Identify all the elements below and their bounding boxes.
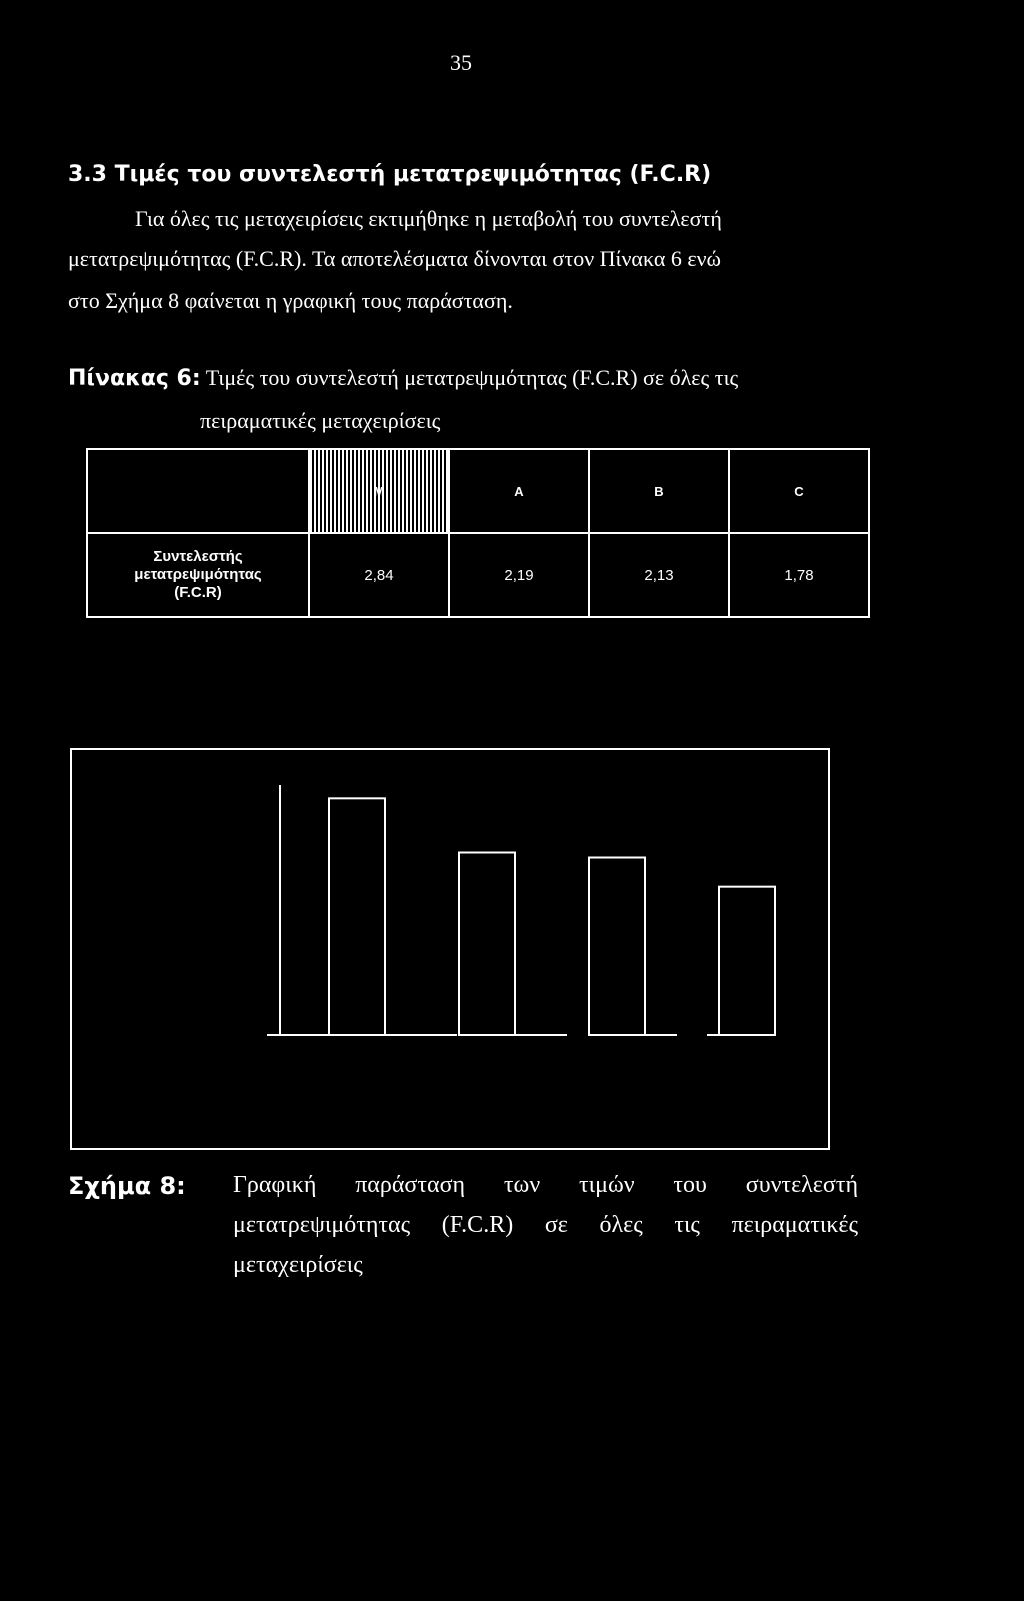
- table-caption: [68, 365, 738, 391]
- figure-caption-line-2: μετατρεψιμότητας (F.C.R) σε όλες τις πειραματικές: [233, 1212, 858, 1238]
- bar-chart: [72, 750, 828, 1148]
- table-value-cell: 2,19: [449, 533, 589, 617]
- figure-caption-line-3: μεταχειρίσεις: [233, 1252, 363, 1278]
- figure-caption-label: Σχήμα 8:: [68, 1172, 186, 1200]
- row-label-line: (F.C.R): [174, 584, 222, 601]
- paragraph-line-1: Για όλες τις μεταχειρίσεις εκτιμήθηκε η μεταβολή του συντελεστή: [135, 206, 722, 231]
- bar-A: [459, 853, 515, 1036]
- table-row: [87, 533, 869, 617]
- row-label-line: Συντελεστής: [153, 548, 243, 565]
- table-value-cell: 1,78: [729, 533, 869, 617]
- table-row-label: [87, 533, 309, 617]
- figure-caption-line-1: Γραφική παράσταση των τιμών του συντελεστή: [233, 1172, 858, 1198]
- page-number: 35: [450, 50, 472, 75]
- table-header-row: [87, 449, 869, 533]
- table-corner-cell: [87, 449, 309, 533]
- table-caption-text: Τιμές του συντελεστή μετατρεψιμότητας (F.C.R) σε όλες τις: [205, 365, 739, 390]
- figure-frame: [70, 748, 830, 1150]
- table-header-cell: C: [729, 449, 869, 533]
- bar-M: [329, 798, 385, 1035]
- table-caption-continuation: πειραματικές μεταχειρίσεις: [200, 408, 441, 433]
- bar-C: [719, 887, 775, 1035]
- section-heading: 3.3 Τιμές του συντελεστή μετατρεψιμότητας (F.C.R): [68, 162, 712, 187]
- table-value-cell: 2,13: [589, 533, 729, 617]
- paragraph-line-3: στο Σχήμα 8 φαίνεται η γραφική τους παράσταση.: [68, 288, 513, 313]
- paragraph-line-2: μετατρεψιμότητας (F.C.R). Τα αποτελέσματα δίνονται στον Πίνακα 6 ενώ: [68, 246, 722, 271]
- table-value-cell: 2,84: [309, 533, 449, 617]
- table-header-cell: M: [309, 449, 449, 533]
- table-caption-label: Πίνακας 6:: [68, 366, 201, 391]
- row-label-line: μετατρεψιμότητας: [134, 566, 262, 583]
- fcr-table: [86, 448, 870, 618]
- bar-B: [589, 858, 645, 1036]
- table-header-cell: A: [449, 449, 589, 533]
- table-header-cell: B: [589, 449, 729, 533]
